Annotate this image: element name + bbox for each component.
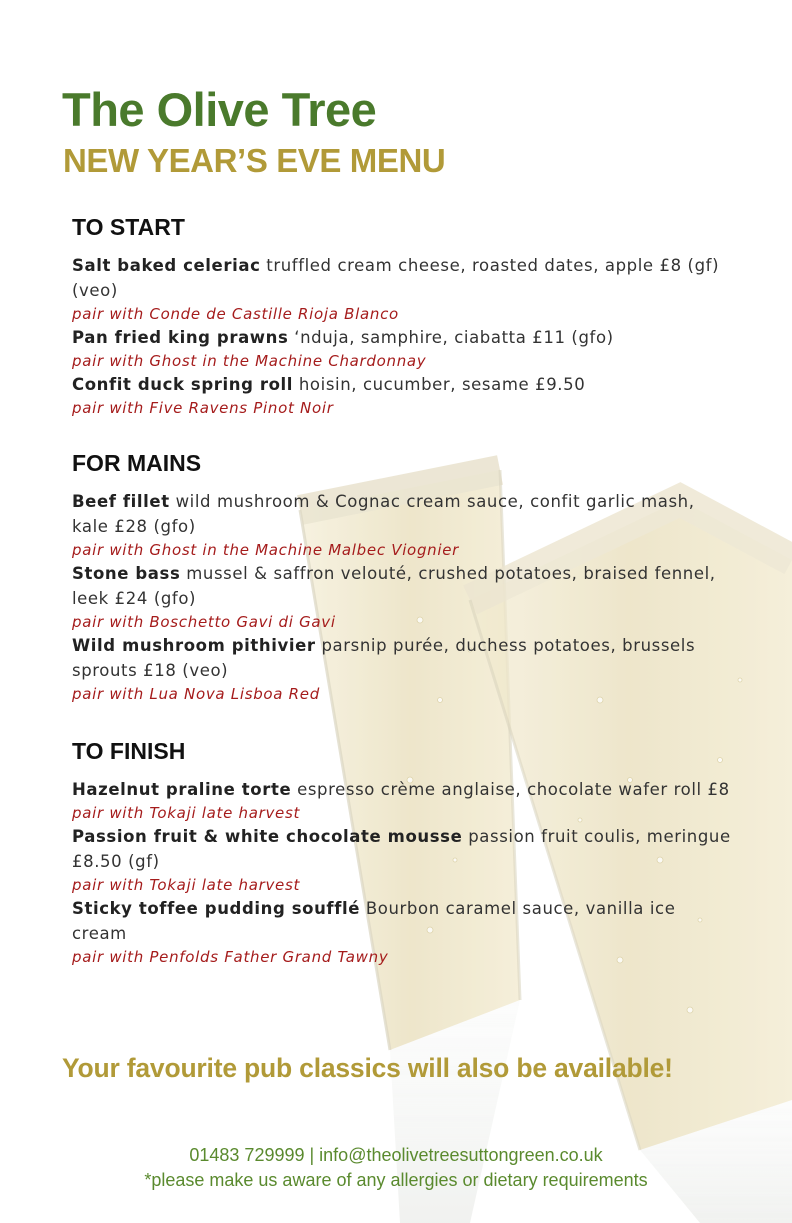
dish-description: ‘nduja, samphire, ciabatta £11 (gfo): [288, 328, 614, 347]
wine-pairing: pair with Conde de Castille Rioja Blanco: [72, 305, 399, 323]
dish-item: [72, 325, 732, 372]
dish-description: hoisin, cucumber, sesame £9.50: [293, 375, 586, 394]
dish-item: [72, 561, 732, 633]
dish-description: Bourbon caramel sauce, vanilla ice cream: [72, 899, 676, 943]
dish-item: [72, 896, 732, 968]
dish-item: [72, 633, 732, 705]
dish-name: Stone bass: [72, 564, 181, 583]
restaurant-title: The Olive Tree: [62, 83, 377, 136]
dish-description: parsnip purée, duchess potatoes, brussels sprouts £18 (veo): [72, 636, 696, 680]
wine-pairing: pair with Boschetto Gavi di Gavi: [72, 613, 336, 631]
wine-pairing: pair with Ghost in the Machine Chardonnay: [72, 352, 427, 370]
section-heading: TO START: [72, 214, 185, 240]
dish-description: wild mushroom & Cognac cream sauce, confit garlic mash, kale £28 (gfo): [72, 492, 695, 536]
wine-pairing: pair with Lua Nova Lisboa Red: [72, 685, 320, 703]
dish-description: mussel & saffron velouté, crushed potatoes, braised fennel, leek £24 (gfo): [72, 564, 716, 608]
dish-item: [72, 372, 732, 419]
dish-item: [72, 777, 732, 824]
dish-name: Salt baked celeriac: [72, 256, 261, 275]
dish-name: Pan fried king prawns: [72, 328, 289, 347]
wine-pairing: pair with Penfolds Father Grand Tawny: [72, 948, 389, 966]
dish-description: passion fruit coulis, meringue £8.50 (gf): [72, 827, 731, 871]
section-mains: [72, 450, 732, 705]
dish-name: Sticky toffee pudding soufflé: [72, 899, 361, 918]
menu-subtitle: NEW YEAR’S EVE MENU: [63, 142, 446, 179]
section-heading: FOR MAINS: [72, 450, 202, 476]
dish-name: Beef fillet: [72, 492, 170, 511]
contact-line[interactable]: 01483 729999 | info@theolivetreesuttongreen.co.uk: [189, 1145, 603, 1165]
wine-pairing: pair with Five Ravens Pinot Noir: [72, 399, 334, 417]
dish-name: Wild mushroom pithivier: [72, 636, 316, 655]
dish-description: espresso crème anglaise, chocolate wafer roll £8: [291, 780, 730, 799]
dish-name: Passion fruit & white chocolate mousse: [72, 827, 463, 846]
footer: [0, 1143, 792, 1193]
section-desserts: [72, 738, 732, 968]
wine-pairing: pair with Tokaji late harvest: [72, 804, 301, 822]
allergy-note: *please make us aware of any allergies or dietary requirements: [144, 1170, 648, 1190]
wine-pairing: pair with Ghost in the Machine Malbec Viognier: [72, 541, 460, 559]
dish-name: Hazelnut praline torte: [72, 780, 292, 799]
dish-description: truffled cream cheese, roasted dates, apple £8 (gf)(veo): [72, 256, 720, 300]
dish-item: [72, 824, 732, 896]
section-starters: [72, 214, 732, 419]
pub-classics-note: Your favourite pub classics will also be available!: [62, 1053, 673, 1083]
section-heading: TO FINISH: [72, 738, 186, 764]
wine-pairing: pair with Tokaji late harvest: [72, 876, 301, 894]
dish-name: Confit duck spring roll: [72, 375, 294, 394]
dish-item: [72, 253, 732, 325]
dish-item: [72, 489, 732, 561]
